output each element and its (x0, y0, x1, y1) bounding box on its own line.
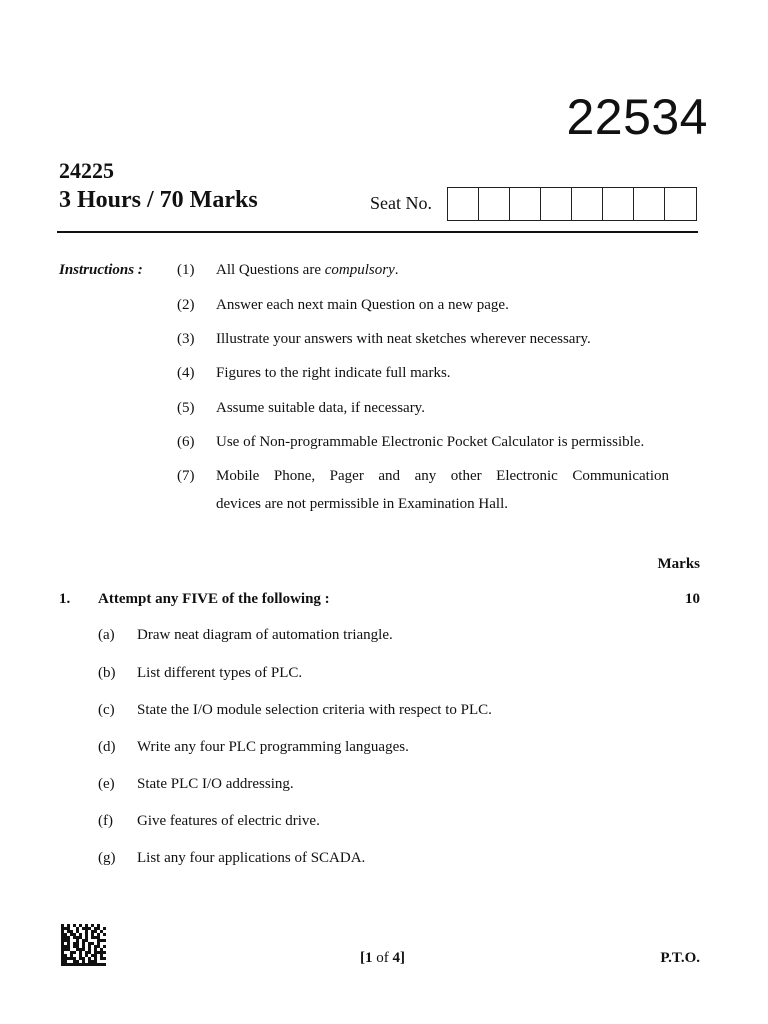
seat-box (479, 188, 510, 220)
question-title: Attempt any FIVE of the following : (98, 591, 330, 607)
sub-question-text: Give features of electric drive. (137, 813, 320, 829)
page-of: of (372, 950, 393, 966)
sub-question-label: (g) (98, 850, 116, 866)
instruction-number: (1) (177, 262, 195, 278)
instruction-emphasis: compulsory (324, 262, 395, 278)
instruction-text: Mobile Phone, Pager and any other Electronic Communication (216, 468, 669, 484)
seat-box (603, 188, 634, 220)
sub-question-label: (c) (98, 702, 115, 718)
sub-question-label: (d) (98, 739, 116, 755)
instruction-text: Answer each next main Question on a new page. (216, 297, 509, 313)
seat-box (634, 188, 665, 220)
seat-box (541, 188, 572, 220)
instruction-text: devices are not permissible in Examination Hall. (216, 496, 509, 512)
paper-code: 22534 (566, 89, 708, 145)
instruction-number: (7) (177, 468, 195, 484)
instruction-number: (4) (177, 365, 195, 381)
page-number (360, 950, 405, 967)
seat-box (572, 188, 603, 220)
instructions-heading: Instructions : (59, 262, 143, 278)
instruction-text (216, 262, 398, 279)
please-turn-over: P.T.O. (660, 950, 700, 966)
sub-question-label: (e) (98, 776, 115, 792)
duration-marks: 3 Hours / 70 Marks (59, 187, 258, 213)
datamatrix-code-icon (61, 924, 106, 966)
seat-box (448, 188, 479, 220)
instruction-text: Figures to the right indicate full marks. (216, 365, 451, 381)
sub-question-label: (f) (98, 813, 113, 829)
page-total: 4 (392, 950, 400, 966)
sub-question-label: (a) (98, 627, 115, 643)
page-bracket-close: ] (400, 950, 405, 966)
sub-question-text: List different types of PLC. (137, 665, 303, 681)
sub-question-text: Draw neat diagram of automation triangle. (137, 627, 393, 643)
page-current: 1 (365, 950, 373, 966)
header-divider (57, 231, 698, 233)
instruction-number: (5) (177, 400, 195, 416)
seat-number-label: Seat No. (370, 193, 432, 213)
sub-question-text: Write any four PLC programming languages. (137, 739, 409, 755)
instruction-text: Illustrate your answers with neat sketches wherever necessary. (216, 331, 591, 347)
instruction-text: Use of Non-programmable Electronic Pocket Calculator is permissible. (216, 434, 645, 450)
instruction-number: (2) (177, 297, 195, 313)
sub-question-text: State PLC I/O addressing. (137, 776, 294, 792)
question-marks: 10 (685, 591, 700, 607)
page-bracket-open: [ (360, 950, 365, 966)
seat-box (665, 188, 696, 220)
question-number: 1. (59, 591, 71, 607)
instruction-number: (6) (177, 434, 195, 450)
instruction-text-part: . (394, 262, 399, 278)
marks-heading: Marks (657, 556, 700, 572)
instruction-text: Assume suitable data, if necessary. (216, 400, 425, 416)
sub-question-text: State the I/O module selection criteria with respect to PLC. (137, 702, 492, 718)
sub-question-label: (b) (98, 665, 116, 681)
instruction-text-part: All Questions are (216, 262, 325, 278)
seat-box (510, 188, 541, 220)
sub-question-text: List any four applications of SCADA. (137, 850, 366, 866)
subject-code: 24225 (59, 158, 114, 183)
seat-number-boxes (447, 187, 697, 221)
instruction-number: (3) (177, 331, 195, 347)
